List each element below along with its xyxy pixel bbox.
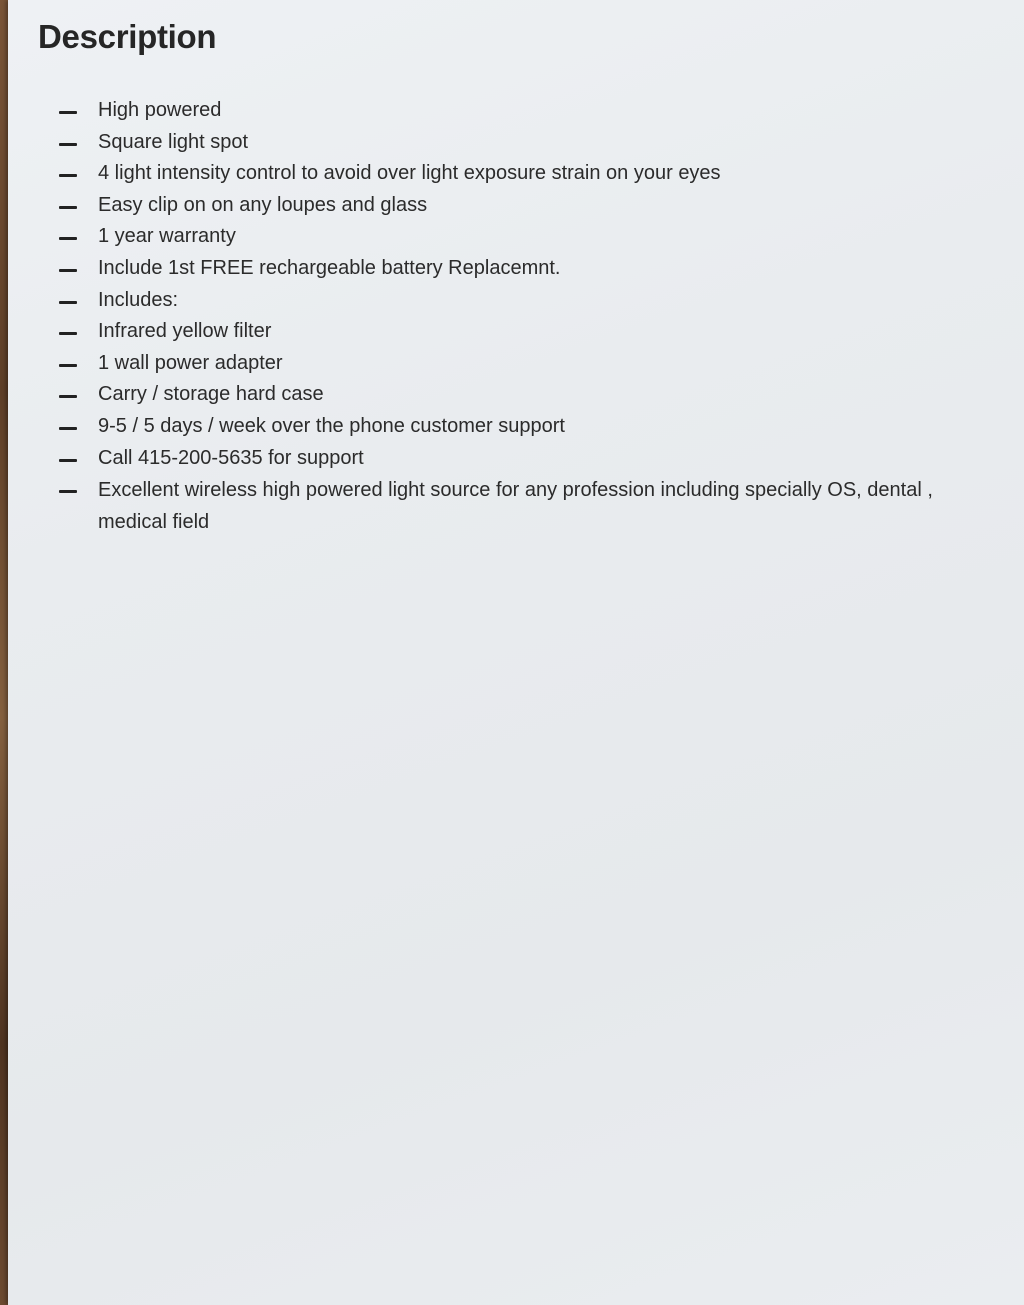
list-item [8, 96, 1008, 128]
list-item [8, 254, 1008, 286]
list-item-text: Infrared yellow filter [98, 320, 272, 343]
dash-bullet-icon [59, 237, 77, 240]
page-title: Description [38, 18, 217, 55]
dash-bullet-icon [59, 332, 77, 335]
dash-bullet-icon [59, 111, 77, 114]
dash-bullet-icon [59, 269, 77, 272]
paper-sheet [8, 0, 1024, 1305]
dash-bullet-icon [59, 459, 77, 462]
list-item-text: 1 wall power adapter [98, 351, 283, 374]
feature-list [8, 96, 1008, 534]
dash-bullet-icon [59, 301, 77, 304]
list-item [8, 222, 1008, 254]
list-item-text: Call 415-200-5635 for support [98, 446, 364, 469]
dash-bullet-icon [59, 206, 77, 209]
dash-bullet-icon [59, 174, 77, 177]
list-item-text: Easy clip on on any loupes and glass [98, 193, 428, 216]
list-item [8, 191, 1008, 223]
list-item [8, 286, 1008, 318]
list-item-text: Carry / storage hard case [98, 383, 324, 406]
list-item-text: Includes: [98, 288, 179, 311]
list-item-text: Square light spot [98, 130, 249, 153]
dash-bullet-icon [59, 395, 77, 398]
dash-bullet-icon [59, 490, 77, 493]
list-item [8, 475, 1008, 534]
list-item [8, 349, 1008, 381]
list-item [8, 317, 1008, 349]
dash-bullet-icon [59, 143, 77, 146]
dash-bullet-icon [59, 427, 77, 430]
list-item [8, 159, 1008, 191]
list-item-text: 4 light intensity control to avoid over light exposure strain on your eyes [98, 162, 721, 185]
list-item [8, 380, 1008, 412]
list-item-text: High powered [98, 99, 222, 121]
list-item [8, 444, 1008, 476]
list-item [8, 128, 1008, 160]
list-item-text: 1 year warranty [98, 225, 236, 248]
list-item-text: 9-5 / 5 days / week over the phone customer support [98, 414, 565, 437]
list-item [8, 412, 1008, 444]
list-item-text: Excellent wireless high powered light source for any profession including specially OS, dental , medical field [98, 479, 933, 534]
dash-bullet-icon [59, 364, 77, 367]
list-item-text: Include 1st FREE rechargeable battery Replacemnt. [98, 256, 561, 279]
